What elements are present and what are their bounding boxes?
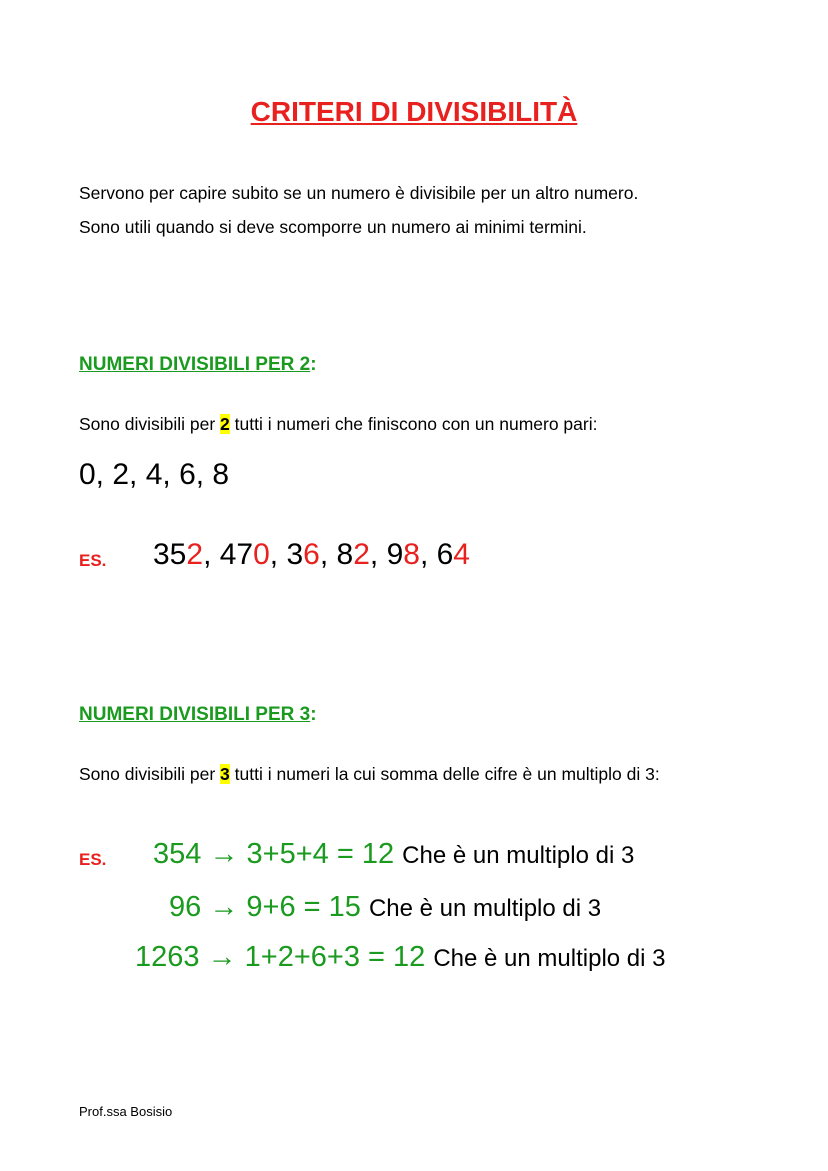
example-last-digit: 0 <box>253 538 270 571</box>
example-separator: , <box>369 538 387 571</box>
example-prefix: 6 <box>436 538 454 571</box>
section-3-heading-text: NUMERI DIVISIBILI PER 3 <box>79 704 311 725</box>
example-number <box>220 538 270 571</box>
example-prefix: 35 <box>153 538 187 571</box>
arrow-icon: → <box>209 838 239 870</box>
example-last-digit: 6 <box>303 538 320 571</box>
example-number <box>153 538 203 571</box>
calc-note: Che è un multiplo di 3 <box>368 895 602 922</box>
calc-sum: 9+6 = 15 <box>246 891 361 923</box>
example-number <box>286 538 319 571</box>
example-separator: , <box>319 538 337 571</box>
section-2-heading-text: NUMERI DIVISIBILI PER 2 <box>79 354 311 375</box>
section-2-rule-before: Sono divisibili per <box>79 414 221 434</box>
example-last-digit: 8 <box>403 538 420 571</box>
page-title: CRITERI DI DIVISIBILITÀ <box>250 96 578 127</box>
example-number <box>387 538 420 571</box>
section-2-rule <box>79 414 597 435</box>
even-digits: 0, 2, 4, 6, 8 <box>79 458 230 491</box>
arrow-icon: → <box>209 891 239 923</box>
section-3-rule <box>79 764 660 785</box>
section-2-rule-after: tutti i numeri che finiscono con un numero pari: <box>229 414 598 434</box>
example-prefix: 47 <box>219 538 254 571</box>
section-3-example-label: ES. <box>79 850 107 869</box>
arrow-icon: → <box>207 941 237 973</box>
example-prefix: 9 <box>386 538 404 571</box>
footer-author: Prof.ssa Bosisio <box>79 1104 173 1119</box>
calc-row <box>135 941 665 974</box>
example-prefix: 8 <box>336 538 354 571</box>
calc-note: Che è un multiplo di 3 <box>433 945 666 972</box>
calc-row <box>169 891 601 924</box>
intro-line-2: Sono utili quando si deve scomporre un numero ai minimi termini. <box>79 217 587 237</box>
calc-sum: 1+2+6+3 = 12 <box>244 941 426 973</box>
section-3-heading-colon: : <box>310 704 317 725</box>
calc-sum: 3+5+4 = 12 <box>246 838 395 870</box>
example-number <box>337 538 370 571</box>
intro-line-1: Servono per capire subito se un numero è divisibile per un altro numero. <box>79 183 639 203</box>
example-prefix: 3 <box>286 538 304 571</box>
section-3-heading <box>79 704 317 726</box>
calc-number: 354 <box>153 838 202 870</box>
example-separator: , <box>269 538 287 571</box>
section-2-heading-colon: : <box>310 354 317 375</box>
section-3-rule-before: Sono divisibili per <box>79 764 221 784</box>
section-2-heading <box>79 354 317 376</box>
calc-note: Che è un multiplo di 3 <box>402 842 635 869</box>
calc-number: 96 <box>169 891 202 923</box>
example-last-digit: 2 <box>353 538 370 571</box>
calc-number: 1263 <box>135 941 200 973</box>
example-separator: , <box>419 538 437 571</box>
section-2-examples <box>153 538 470 572</box>
example-number <box>437 538 470 571</box>
section-3-rule-after: tutti i numeri la cui somma delle cifre è un multiplo di 3: <box>229 764 660 784</box>
example-separator: , <box>203 538 220 571</box>
section-2-example-label: ES. <box>79 551 107 570</box>
calc-row <box>153 838 634 871</box>
section-3-rule-highlight: 3 <box>220 764 230 784</box>
example-last-digit: 2 <box>186 538 204 571</box>
example-last-digit: 4 <box>453 538 470 571</box>
section-2-rule-highlight: 2 <box>220 414 230 434</box>
